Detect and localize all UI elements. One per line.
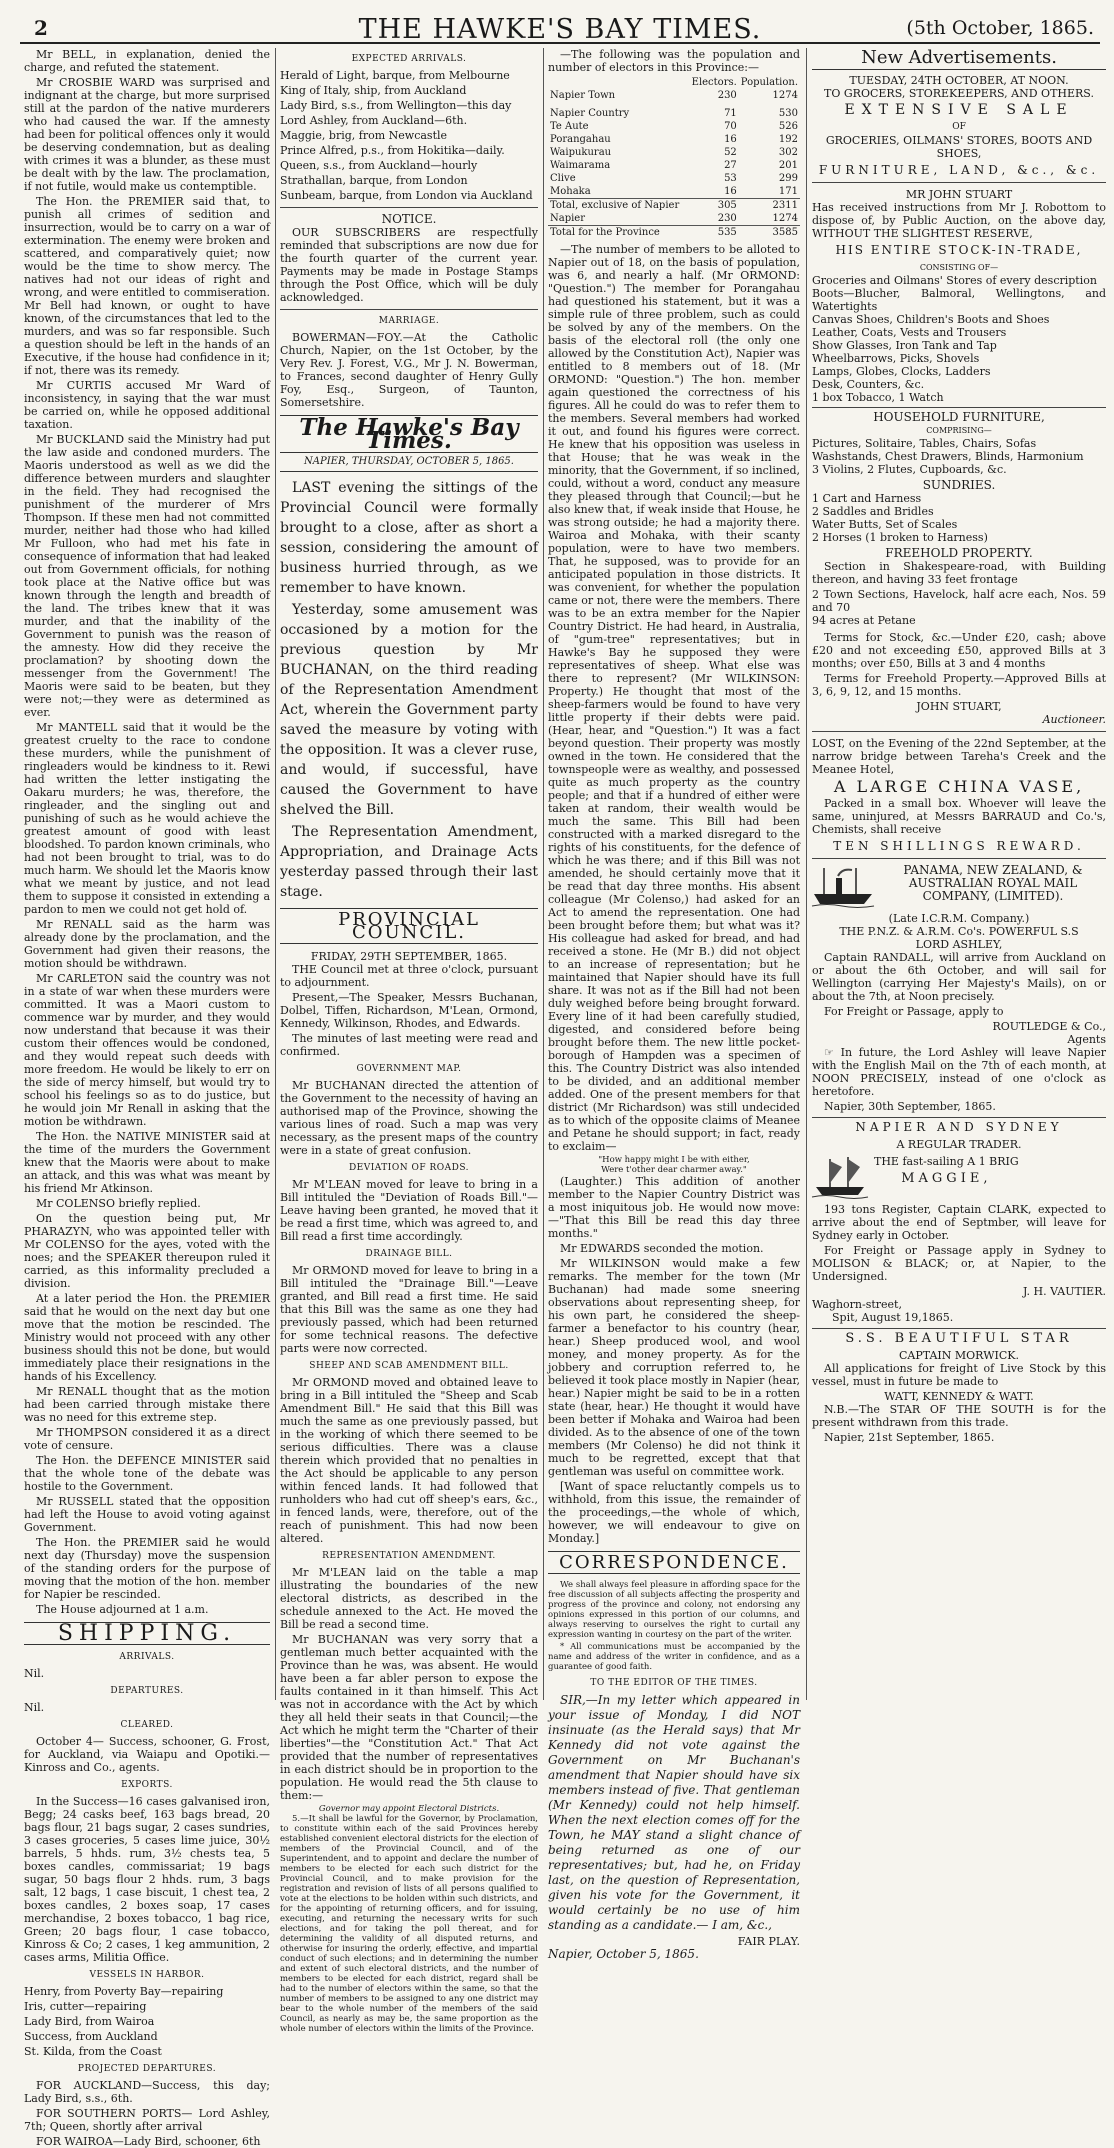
deviation-roads-heading: DEVIATION OF ROADS. [348,1163,470,1173]
debate-para: Mr RENALL said as the harm was already done by the proclamation, and the Government had given their reasons, the motion should be withdrawn. [24,918,270,970]
expected-arrivals-heading: EXPECTED ARRIVALS. [351,54,467,64]
comprising-label: COMPRISING— [926,426,992,435]
expected-item: Maggie, brig, from Newcastle [280,129,448,142]
debate-para: Mr COLENSO briefly replied. [36,1197,201,1210]
table-cell: 526 [778,121,798,132]
table-cell: 1274 [772,90,798,101]
table-header: Population. [740,77,798,88]
notice-heading: NOTICE. [381,212,437,226]
stock-item: Show Glasses, Iron Tank and Tap [812,339,997,352]
table-cell: 52 [724,147,737,158]
vessel-item: Henry, from Poverty Bay—repairing [24,1985,224,1998]
panama-late: (Late I.C.R.M. Company.) [888,912,1030,925]
maggie-text: 193 tons Register, Captain CLARK, expected to arrive about the end of Septmber, will leave for Sydney early in October. [812,1203,1106,1242]
projected-heading: PROJECTED DEPARTURES. [77,2064,217,2074]
expected-item: Queen, s.s., from Auckland—hourly [280,159,478,172]
column-1 [24,48,271,2148]
beautiful-star-captain: CAPTAIN MORWICK. [898,1349,1019,1362]
table-cell: 1274 [772,213,798,224]
projected-item: FOR SOUTHERN PORTS— Lord Ashley, 7th; Queen, shortly after arrival [24,2107,270,2133]
correspondence-note: We shall always feel pleasure in affording space for the free discussion of all subjects affecting the prosperity and progress of the province and colony, not endorsing any opinions expressed in this portion of our columns, and always reserving to ourselves the right to curtail any expression wanting in courtesy on the part of the writer. [548,1580,800,1640]
divider [280,207,538,208]
debate-para: Mr RUSSELL stated that the opposition had left the House to avoid voting against Government. [24,1495,270,1534]
projected-item: FOR WAIROA—Lady Bird, schooner, 6th [36,2135,261,2148]
table-cell: 230 [717,213,737,224]
debate-para: Mr BELL, in explanation, denied the charge, and refuted the statement. [24,48,270,74]
deviation-roads-text: Mr M'LEAN moved for leave to bring in a Bill intituled the "Deviation of Roads Bill."—Leave having been granted, he moved that it be read a first time, which was agreed to, and Bill read a first time accordingly. [280,1178,538,1243]
pointing-hand-icon: ☞ [824,1046,841,1059]
table-row [548,226,800,240]
exports-heading: EXPORTS. [121,1780,173,1790]
issue-date: (5th October, 1865. [906,17,1094,39]
table-cell: 53 [724,173,737,184]
expected-item: Prince Alfred, p.s., from Hokitika—daily. [280,144,505,157]
expected-item: Strathallan, barque, from London [280,174,468,187]
panama-text: Captain RANDALL, will arrive from Auckland on or about the 6th October, and will sail for Wellington (carrying Her Majesty's Mails), on or about the 7th, at Noon precisely. [812,951,1106,1003]
reward-heading: TEN SHILLINGS REWARD. [833,839,1085,853]
furniture-heading: HOUSEHOLD FURNITURE, [812,407,1106,424]
expected-item: King of Italy, ship, from Auckland [280,84,467,97]
debate-para: Mr THOMPSON considered it as a direct vote of censure. [24,1426,270,1452]
table-cell: 201 [778,160,798,171]
table-cell: 70 [724,121,737,132]
beautiful-star-date: Napier, 21st September, 1865. [824,1431,995,1444]
population-intro: —The following was the population and number of electors in this Province:— [548,48,800,74]
freehold-item: 2 Town Sections, Havelock, half acre each, Nos. 59 and 70 [812,588,1106,614]
column-3 [548,48,800,1961]
panama-ad [812,864,1106,908]
table-row [548,146,800,159]
expected-item: Herald of Light, barque, from Melbourne [280,69,510,82]
column-rule [543,48,544,1700]
vessel-item: Iris, cutter—repairing [24,2000,147,2013]
marriage-heading: MARRIAGE. [378,316,440,326]
table-header [548,76,687,89]
table-cell: Clive [550,173,576,184]
arrivals-heading: ARRIVALS. [119,1652,175,1662]
maggie-line-1: THE fast-sailing A 1 BRIG [874,1155,1019,1168]
advertisements-heading: New Advertisements. [812,48,1106,70]
leader-para: Yesterday, some amusement was occasioned by a motion for the previous question by Mr BUCHANAN, on the third reading of the Representation Amendment Act, wherein the Government party saved the measure by voting with the opposition. It was a clever ruse, and would, if successful, have caused the Government to have shelved the Bill. [280,602,538,818]
freehold-text: Section in Shakespeare-road, with Building thereon, and having 33 feet frontage [812,560,1106,586]
freehold-item: 94 acres at Petane [812,614,916,627]
maggie-freight: For Freight or Passage apply in Sydney to MOLISON & BLACK; or, at Napier, to the Undersigned. [812,1244,1106,1283]
vessels-heading: VESSELS IN HARBOR. [89,1970,205,1980]
sundries-item: 2 Saddles and Bridles [812,505,934,518]
council-para: THE Council met at three o'clock, pursuant to adjournment. [280,963,538,989]
stock-item: Canvas Shoes, Children's Boots and Shoes [812,313,1050,326]
debate-para: Mr CROSBIE WARD was surprised and indignant at the charge, but more surprised still at the pardon of the native murderers who had caused the war. If the amnesty had been for political offences only it would be deserving condemnation, but as dealing with crimes it was a blunder, as these must be dealt with by the law. The proclamation, if not futile, would make us contemptible. [24,76,270,193]
sale-intro: Has received instructions from Mr J. Robottom to dispose of, by Public Auction, on the above day, WITHOUT THE SLIGHTEST RESERVE, [812,201,1106,240]
vessel-item: St. Kilda, from the Coast [24,2045,162,2058]
table-cell: 302 [778,147,798,158]
table-header-row [548,76,800,89]
page-number: 2 [34,16,48,40]
column-rule [806,48,807,1700]
letter-text: SIR,—In my letter which appeared in your issue of Monday, I did NOT insinuate (as the Herald says) that Mr Kennedy did not vote against the Government on Mr Buchanan's amendment that Napier should have six members instead of five. That gentleman (Mr Kennedy) could not help himself. When the next election comes off for the Town, he MAY stand a slight chance of being returned as one of our representatives; but, had he, on Friday last, on the question of Representation, given his vote for the Government, it would certainly be no use of him standing as a candidate.— I am, &c., [548,1693,800,1932]
sale-subheading: GROCERIES, OILMANS' STORES, BOOTS AND SHOES, [825,134,1093,160]
notice-text: OUR SUBSCRIBERS are respectfully reminded that subscriptions are now due for the fourth quarter of the current year. Payments may be made in Postage Stamps through the Post Office, which will be duly acknowledged. [280,226,538,304]
auctioneer-signature: JOHN STUART, [916,700,1002,713]
council-date: FRIDAY, 29TH SEPTEMBER, 1865. [310,950,508,963]
panama-name: LORD ASHLEY, [915,938,1003,951]
panama-ship: THE P.N.Z. & A.R.M. Co's. POWERFUL S.S [839,925,1079,938]
verse-line: "How happy might I be with either, [598,1155,750,1165]
debate-para: Mr BUCKLAND said the Ministry had put the law aside and condoned murders. The Maoris understood as well as we did the difference between murders and slaughter in the field. They had recognised the punishment of the murderer of Mrs Thompson. If these men had not committed murder, neither had those who had killed Mr Fulloon, who had met his fate in consequence of information that had leaked out from Government officials, for nothing took place at the Native office but was known through the length and breadth of the land. The tribes knew that it was murder, and that the inability of the Government to punish was the reason of the amnesty. How did they receive the proclamation? by shooting down the messenger from the Government! The Maoris were said to be beaten, but they were not;—they were as determined as ever. [24,433,270,719]
departures-text: Nil. [24,1701,45,1714]
debate-para: Mr CARLETON said the country was not in a state of war when these murders were committed. It was a Maori custom to commence war by murder, and they would now understand that because it was their custom their offences would be condoned, and they would repeat such deeds with more freedom. He would be likely to err on the side of mercy himself, but would try to school his feelings so as to do justice, but he would join Mr Renall in asking that the motion be withdrawn. [24,972,270,1128]
auctioneer-title: Auctioneer. [1042,713,1106,726]
stock-item: Leather, Coats, Vests and Trousers [812,326,1007,339]
table-cell: Porangahau [550,134,611,145]
table-cell: Waimarama [550,160,611,171]
sailing-ship-icon [812,1155,868,1199]
vessel-item: Lady Bird, from Wairoa [24,2015,155,2028]
table-cell: Total for the Province [550,227,660,238]
beautiful-star-nb: N.B.—The STAR OF THE SOUTH is for the present withdrawn from this trade. [812,1403,1106,1429]
table-cell: 171 [778,186,798,197]
paper-title: The Hawke's Bay Times. [280,415,538,453]
vessel-item: Success, from Auckland [24,2030,158,2043]
table-cell: Mohaka [550,186,591,197]
to-editor-heading: TO THE EDITOR OF THE TIMES. [590,1678,758,1688]
cleared-text: October 4— Success, schooner, G. Frost, for Auckland, via Waiapu and Opotiki.—Kinross and Co., agents. [24,1735,270,1774]
expected-item: Sunbeam, barque, from London via Auckland [280,189,533,202]
furniture-item: Washstands, Chest Drawers, Blinds, Harmonium [812,450,1084,463]
table-cell: Napier Country [550,108,630,119]
lost-detail: Packed in a small box. Whoever will leave the same, uninjured, at Messrs BARRAUD and Co.'s, Chemists, shall receive [812,797,1106,836]
clause-text: 5.—It shall be lawful for the Governor, by Proclamation, to constitute within each of the said Provinces hereby established convenient electoral districts for the election of members of the Provincial Council, and of the Superintendent, and to appoint and declare the number of members to be elected for each such district for the Provincial Council, and to make provision for the registration and revision of lists of all persons qualified to vote at the elections to be holden within such districts, and for the appointing of returning officers, and for issuing, executing, and returning the necessary writs for such elections, and for taking the poll thereat, and for determining the validity of all disputed returns, and otherwise for insuring the orderly, effective, and impartial conduct of such elections; and in determining the number and extent of such electoral districts, and the number of members to be elected for each district, regard shall be had to the number of electors within the same, so that the number of members to be assigned to any one district may bear to the whole number of the members of the said Council, as nearly as may be, the same proportion as the whole number of electors within the limits of the Province. [280,1814,538,2034]
government-map-text: Mr BUCHANAN directed the attention of the Government to the necessity of having an authorised map of the Province, showing the various lines of road. Such a map was very necessary, as the present maps of the country were in a state of great confusion. [280,1079,538,1157]
table-row [548,133,800,146]
regular-trader: A REGULAR TRADER. [896,1138,1022,1151]
napier-sydney-heading: NAPIER AND SYDNEY [812,1117,1106,1134]
representation-para: Mr BUCHANAN was very sorry that a gentleman much better acquainted with the Province than he was, was absent. He would have been a far abler person to expose the faults contained in it than himself. This Act was not in accordance with the Act by which they all held their seats in that Council;—the Act which he might term the "Charter of their liberties"—the "Constitution Act." That Act provided that the number of representatives in each district should be in proportion to the population. He would read the 5th clause to them:— [280,1633,538,1802]
sundries-item: Water Butts, Set of Scales [812,518,958,531]
table-cell: 2311 [772,200,798,211]
newspaper-title: THE HAWKE'S BAY TIMES. [358,14,762,45]
cleared-heading: CLEARED. [120,1720,174,1730]
table-header: Electors. [691,77,737,88]
lost-heading: A LARGE CHINA VASE, [833,777,1085,796]
sheep-scab-heading: SHEEP AND SCAB AMENDMENT BILL. [309,1361,509,1371]
debate-para: The House adjourned at 1 a.m. [36,1603,209,1616]
stock-item: Groceries and Oilmans' Stores of every description [812,274,1097,287]
correspondence-note: * All communications must be accompanied by the name and address of the writer in confidence, and as a guarantee of good faith. [548,1642,800,1672]
debate-para: At a later period the Hon. the PREMIER said that he would on the next day but one move that the motion be rescinded. The Ministry would not proceed with any other business should this not be done, but would immediately place their resignations in the hands of his Excellency. [24,1292,270,1383]
table-cell: 16 [724,186,737,197]
letter-date: Napier, October 5, 1865. [548,1947,699,1961]
column-4 [812,48,1106,1700]
table-cell: 530 [778,108,798,119]
exports-text: In the Success—16 cases galvanised iron, Begg; 24 casks beef, 163 bags bread, 20 bags flour, 21 bags sugar, 2 cases sundries, 3 cases groceries, 5 cases lime juice, 30½ barrels, 5 hhds. rum, 3½ chests tea, 5 boxes candles, commissariat; 19 bags sugar, 50 bags flour 2 hhds. rum, 3 bags salt, 12 bags, 1 case biscuit, 1 chest tea, 2 boxes candles, 2 boxes soap, 17 cases merchandise, 2 boxes tobacco, 1 bag rice, Green; 20 bags flour, 1 case tobacco, Kinross & Co; 2 cases, 1 keg ammunition, 2 cases arms, Militia Office. [24,1795,270,1964]
debate-para: The Hon. the NATIVE MINISTER said at the time of the murders the Government knew that the Maoris were about to make an attack, and this was what was meant by his friend Mr Atkinson. [24,1130,270,1195]
divider [812,858,1106,859]
furniture-item: 3 Violins, 2 Flutes, Cupboards, &c. [812,463,1007,476]
table-cell: 27 [724,160,737,171]
sale-heading: EXTENSIVE SALE [844,102,1074,118]
council-para: The minutes of last meeting were read and confirmed. [280,1032,538,1058]
stock-item: 1 box Tobacco, 1 Watch [812,391,944,404]
marriage-text: BOWERMAN—FOY.—At the Catholic Church, Napier, on the 1st October, by the Very Rev. J. Forest, V.G., Mr J. N. Bowerman, to Frances, second daughter of Henry Gully Foy, Esq., Surgeon, of Taunton, Somersetshire. [280,331,538,409]
government-map-heading: GOVERNMENT MAP. [356,1064,462,1074]
furniture-item: Pictures, Solitaire, Tables, Chairs, Sofas [812,437,1037,450]
panama-date: Napier, 30th September, 1865. [824,1100,996,1113]
sale-of: OF [952,122,966,132]
maggie-ad [812,1155,1106,1199]
debate-para: —The number of members to be alloted to Napier out of 18, on the basis of population, was 6, and nearly a half. (Mr ORMOND: "Question.") The member for Porangahau had questioned his statement, but it was a simple rule of three problem, such as could be solved by any of the members. On the basis of the electoral roll (the only one allowed by the Constitution Act), Napier was entitled to 8 members out of 18. (Mr ORMOND: "Question.") The hon. member again questioned the correctness of his figures. All he could do was to refer them to the members. Several members had worked it out, and found his figures were correct. He knew that his opposition was useless in that House; that he was weak in the minority, that the Government, if so inclined, could, without a word, conduct any measure they pleased through that Council;—but he also knew that, if weak inside that House, he was strong outside; he had a majority there. Wairoa and Mohaka, with their scanty population, were to have two members. That, he supposed, was to provide for an anticipated population in those districts. It was convenient, for whether the population came or not, there were the members. There was to be an extra member for the Napier Country District. He had heard, in Australia, of "gum-tree" representatives; but in Hawke's Bay he supposed they were representatives of sheep. What else was there to represent? (Mr WILKINSON: Property.) He thought that most of the sheep-farmers would be found to have very little property if their debts were paid. (Hear, hear, and "Question.") It was a fact beyond question. Their property was mostly owned in the town. He considered that the townspeople were as wealthy, and possessed quite as much property as the country people; and that if a hundred of either were taken at random, their wealth would be much the same. This Bill had been constructed with a marked disregard to the rights of his constituents, for the defence of which he was there; and if this Bill was not amended, he should certainly move that it be read that day three months. His absent colleague (Mr Colenso,) had asked for an Act to amend the representation. One had been brought before them; but what was it? His colleague had asked for bread, and had received a stone. He (Mr B.) did not object to an increase of representation; but he maintained that Napier should have its full share. It was not as if the Bill had not been duly weighed before being brought forward. Every line of it had been carefully studied, digested, and considered before being brought before them. The new little pocket-borough of Hampden was a specimen of this. The Country District was also intended to be divided, and an additional member added. One of the present members for that district (Mr Richardson) was still undecided as to which of the opposite claims of Meanee and Petane he should support; in fact, ready to exclaim— [548,243,800,1153]
table-cell: Waipukurau [550,147,612,158]
divider [812,182,1106,183]
verse-line: Were t'other dear charmer away." [601,1165,747,1175]
vautier-date: Spit, August 19,1865. [832,1311,954,1324]
consisting-label: CONSISTING OF— [919,263,999,272]
debate-para: The Hon. the PREMIER said he would next day (Thursday) move the suspension of the standing orders for the purpose of moving that the motion of the hon. member for Napier be rescinded. [24,1536,270,1601]
table-cell: 71 [724,108,737,119]
sale-audience: TO GROCERS, STOREKEEPERS, AND OTHERS. [824,87,1094,100]
table-row [548,159,800,172]
table-row [548,172,800,185]
expected-item: Lady Bird, s.s., from Wellington—this day [280,99,512,112]
debate-para: Mr RENALL thought that as the motion had been carried through mistake there was no need for this extreme step. [24,1385,270,1424]
debate-para: The Hon. the DEFENCE MINISTER said that the whole tone of the debate was hostile to the Government. [24,1454,270,1493]
stock-item: Wheelbarrows, Picks, Shovels [812,352,980,365]
beautiful-star-agent: WATT, KENNEDY & WATT. [884,1390,1034,1403]
table-row [548,89,800,102]
debate-para: Mr MANTELL said that it would be the greatest cruelty to the race to condone these murders, while the punishment of ringleaders would be kindness to it. Rewi had written the letter instigating the Oakaru murders; he was, therefore, the ringleader, and the singling out and punishing of such as he would achieve the greatest amount of good with least bloodshed. To pardon known criminals, who had not been brought to trial, was to do much harm. We should let the Maoris know what we meant by justice, and not lead them to suppose it consisted in extending a pardon to men we could not get hold of. [24,721,271,916]
freehold-heading: FREEHOLD PROPERTY. [885,546,1033,560]
agents-label: Agents [1067,1033,1106,1046]
debate-para: The Hon. the PREMIER said that, to punish all crimes of sedition and insurrection, would be to carry on a war of extermination. The enemy were broken and scattered, and comparatively quiet; now would be the time to show mercy. The natives had not our ideas of right and wrong, and were entitled to commiseration. Mr Bell had known, or ought to have known, of the circumstances that led to the murders, and was so far responsible. Such a question should be left in the hands of an Executive, if the house had confidence in it; if not, there was its remedy. [24,195,270,377]
table-row [548,120,800,133]
correspondence-heading: CORRESPONDENCE. [548,1551,800,1574]
letter-signature: FAIR PLAY. [737,1935,800,1948]
table-cell: Total, exclusive of Napier [550,200,680,211]
sundries-heading: SUNDRIES. [922,478,996,492]
terms-text: Terms for Freehold Property.—Approved Bills at 3, 6, 9, 12, and 15 months. [812,672,1106,698]
sale-subheading-2: FURNITURE, LAND, &c., &c. [818,163,1100,177]
representation-heading: REPRESENTATION AMENDMENT. [322,1551,496,1561]
population-table [548,76,800,239]
column-2 [280,48,538,2034]
leader-para: LAST evening the sittings of the Provincial Council were formally brought to a close, after as short a session, considering the amount of business hurried through, as we remember to have known. [280,480,538,596]
debate-para: Mr CURTIS accused Mr Ward of inconsistency, in saying that the war must be carried on, while he opposed additional taxation. [24,379,270,431]
stock-item: Lamps, Globes, Clocks, Ladders [812,365,991,378]
provincial-council-heading: PROVINCIAL COUNCIL. [280,908,538,944]
debate-para: Mr EDWARDS seconded the motion. [560,1242,764,1255]
sundries-item: 2 Horses (1 broken to Harness) [812,531,988,544]
drainage-bill-text: Mr ORMOND moved for leave to bring in a Bill intituled the "Drainage Bill."—Leave granted, and Bill read a first time. He said that this Bill was the same as one they had previously passed, which had been returned for some technical reasons. The defective parts were now corrected. [280,1264,538,1355]
debate-para: (Laughter.) This addition of another member to the Napier Country District was a most iniquitous job. He would now move:—"That this Bill be read this day three months." [548,1175,800,1240]
table-cell: Te Aute [550,121,589,132]
council-para: Present,—The Speaker, Messrs Buchanan, Dolbel, Tiffen, Richardson, M'Lean, Ormond, Kennedy, Wilkinson, Rhodes, and Edwards. [280,991,538,1030]
auctioneer-name: MR JOHN STUART [905,188,1013,201]
leader-dateline: NAPIER, THURSDAY, OCTOBER 5, 1865. [280,455,538,472]
projected-item: FOR AUCKLAND—Success, this day; Lady Bird, s.s., 6th. [24,2079,270,2105]
debate-para: [Want of space reluctantly compels us to withhold, from this issue, the remainder of the proceedings,—the whole of which, however, we will endeavour to give on Monday.] [548,1480,800,1545]
terms-text: Terms for Stock, &c.—Under £20, cash; above £20 and not exceeding £50, approved Bills at 3 months; over £50, Bills at 3 and 4 months [812,631,1106,670]
drainage-bill-heading: DRAINAGE BILL. [365,1249,453,1259]
debate-para: On the question being put, Mr PHARAZYN, who was appointed teller with Mr COLENSO for the ayes, voted with the noes; and the SPEAKER thereupon ruled it carried, as this informality precluded a division. [24,1212,270,1290]
table-cell: 305 [717,200,737,211]
lost-text: LOST, on the Evening of the 22nd September, at the narrow bridge between Tareha's Creek and the Meanee Hotel, [812,737,1106,776]
stock-item: Boots—Blucher, Balmoral, Wellingtons, and Watertights [812,287,1106,313]
column-rule [275,48,276,1700]
table-row [548,199,800,213]
divider [812,731,1106,732]
beautiful-star-text: All applications for freight of Live Stock by this vessel, must in future be made to [812,1362,1106,1388]
table-row [548,212,800,226]
panama-agent: ROUTLEDGE & Co., [992,1020,1106,1033]
debate-para: Mr WILKINSON would make a few remarks. The member for the town (Mr Buchanan) had made some sneering observations about representing sheep, for his own part, he considered the sheep-farmer a benefactor to his country (hear, hear.) Sheep produced wool, and wool money, and money property. As for the jobbery and corruption referred to, he believed it took place mostly in Napier (hear, hear.) Napier might be said to be in a rotten state (hear, hear.) He thought it would have been better if Mohaka and Wairoa had been divided. As to the absence of one of the town members (Mr Colenso) he did not think it much to be regretted, except that that gentleman was useful on committee work. [548,1257,800,1478]
leader-para: The Representation Amendment, Appropriation, and Drainage Acts yesterday passed through their last stage. [280,824,538,900]
expected-item: Lord Ashley, from Auckland—6th. [280,114,468,127]
table-cell: 16 [724,134,737,145]
stock-heading: HIS ENTIRE STOCK-IN-TRADE, [835,243,1083,257]
stock-item: Desk, Counters, &c. [812,378,925,391]
table-cell: 299 [778,173,798,184]
departures-heading: DEPARTURES. [110,1686,184,1696]
steamship-icon [812,864,874,908]
clause-heading: Governor may appoint Electoral Districts. [318,1804,500,1814]
masthead [20,8,1100,44]
table-row [548,107,800,120]
beautiful-star-heading: S.S. BEAUTIFUL STAR [812,1328,1106,1345]
table-row [548,185,800,199]
shipping-heading: SHIPPING. [24,1622,270,1645]
representation-para: Mr M'LEAN laid on the table a map illustrating the boundaries of the new electoral districts, as described in the schedule annexed to the Act. He moved the Bill be read a second time. [280,1566,538,1631]
divider [280,309,538,310]
table-cell: 535 [717,227,737,238]
panama-note [812,1046,1106,1098]
table-cell: 230 [717,90,737,101]
table-cell: 3585 [772,227,798,238]
sale-date: TUESDAY, 24TH OCTOBER, AT NOON. [849,74,1069,87]
table-cell: 192 [778,134,798,145]
sundries-item: 1 Cart and Harness [812,492,922,505]
arrivals-text: Nil. [24,1667,45,1680]
panama-heading: PANAMA, NEW ZEALAND, & AUSTRALIAN ROYAL MAIL COMPANY, (LIMITED). [903,863,1083,903]
vautier-address: Waghorn-street, [812,1298,902,1311]
table-cell: Napier [550,213,586,224]
table-cell: Napier Town [550,90,616,101]
maggie-name: MAGGIE, [901,1171,992,1186]
panama-freight: For Freight or Passage, apply to [824,1005,1004,1018]
sheep-scab-text: Mr ORMOND moved and obtained leave to bring in a Bill intituled the "Sheep and Scab Amendment Bill." He said that this Bill was much the same as one previously passed, but in the working of which there seemed to be serious difficulties. There was a clause therein which provided that no penalties in the Act should be applicable to any person within fenced lands. It had followed that runholders who had cut off sheep's ears, &c., in fenced lands, were, therefore, out of the reach of punishment. This had now been altered. [280,1376,538,1545]
vautier-signature: J. H. VAUTIER. [1022,1285,1106,1298]
panama-note-text: In future, the Lord Ashley will leave Napier with the English Mail on the 7th of each month, at NOON PRECISELY, instead of one o'clock as heretofore. [812,1046,1106,1098]
